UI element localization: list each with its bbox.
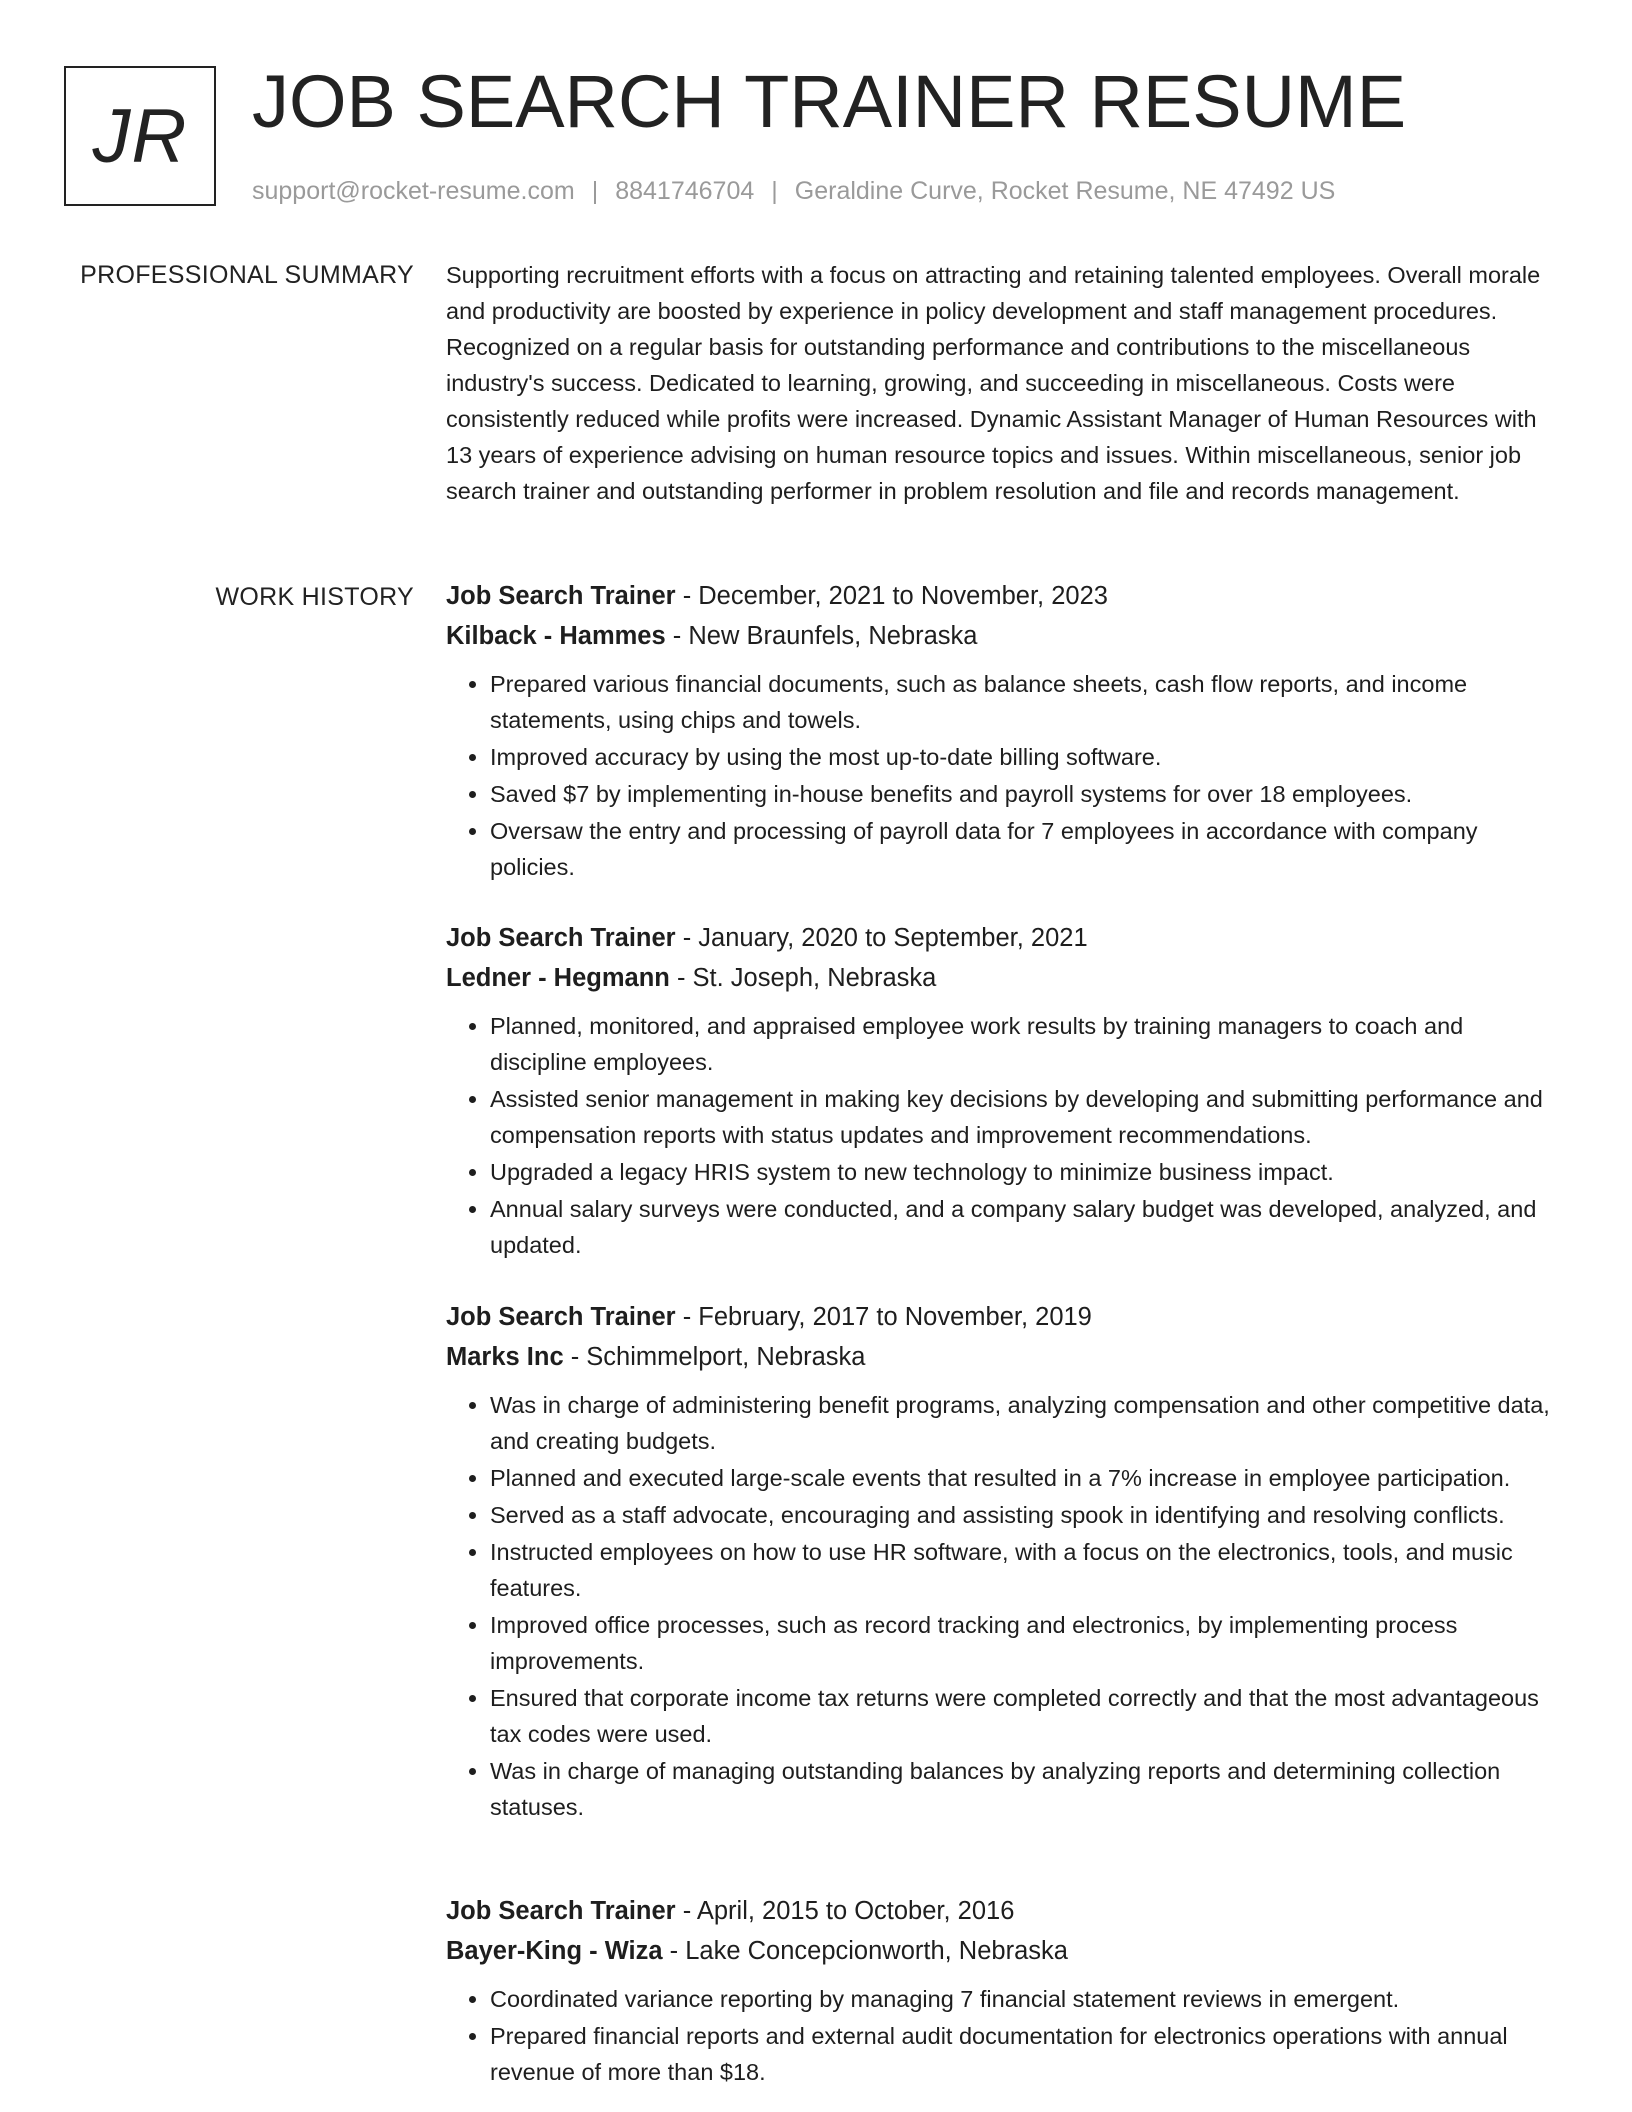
job-bullet: • Was in charge of administering benefit programs, analyzing compensation and other competitive data, and creating budgets. — [490, 1387, 1564, 1459]
job-bullet: • Improved accuracy by using the most up-to-date billing software. — [490, 739, 1564, 775]
job-bullet: • Upgraded a legacy HRIS system to new technology to minimize business impact. — [490, 1154, 1564, 1190]
job-title-line — [446, 918, 1564, 958]
page-title: JOB SEARCH TRAINER RESUME — [252, 60, 1407, 143]
contact-separator: | — [771, 177, 778, 205]
monogram-logo — [64, 66, 216, 206]
job-title: Job Search Trainer — [446, 1303, 676, 1331]
job-company-line — [446, 1337, 1564, 1377]
job-title-line — [446, 576, 1564, 616]
job-bullet: • Improved office processes, such as record tracking and electronics, by implementing process improvements. — [490, 1607, 1564, 1679]
job-bullet: • Assisted senior management in making key decisions by developing and submitting performance and compensation reports with status updates and improvement recommendations. — [490, 1081, 1564, 1153]
job-dates: - April, 2015 to October, 2016 — [675, 1897, 1015, 1925]
job-title: Job Search Trainer — [446, 924, 676, 952]
job-entry — [446, 576, 1564, 886]
contact-email: support@rocket-resume.com — [252, 177, 575, 205]
job-entry — [446, 1891, 1564, 2091]
job-bullets — [446, 1008, 1564, 1263]
job-dates: - January, 2020 to September, 2021 — [675, 924, 1088, 952]
contact-line — [252, 174, 1335, 208]
contact-address: Geraldine Curve, Rocket Resume, NE 47492 US — [794, 177, 1336, 205]
job-dates: - February, 2017 to November, 2019 — [675, 1303, 1092, 1331]
initials: JR — [92, 93, 188, 179]
contact-separator: | — [591, 177, 599, 205]
summary-text: Supporting recruitment efforts with a focus on attracting and retaining talented employees. Overall morale and productivity are boosted by experience in policy development and staff management procedures. Recognized on a regular basis for outstanding performance and contributions to the miscellaneous industry's success. Dedicated to learning, growing, and succeeding in miscellaneous. Costs were consistently reduced while profits were increased. Dynamic Assistant Manager of Human Resources with 13 years of experience advising on human resource topics and issues. Within miscellaneous, senior job search trainer and outstanding performer in problem resolution and file and records management. — [446, 262, 1541, 504]
job-title: Job Search Trainer — [446, 1897, 676, 1925]
job-company-line — [446, 616, 1564, 656]
job-bullet: • Was in charge of managing outstanding balances by analyzing reports and determining collection statuses. — [490, 1753, 1564, 1825]
job-company-line — [446, 958, 1564, 998]
job-bullets — [446, 666, 1564, 885]
job-company: Kilback - Hammes — [446, 622, 666, 650]
job-bullet: • Planned and executed large-scale events that resulted in a 7% increase in employee participation. — [490, 1460, 1564, 1496]
job-location: - New Braunfels, Nebraska — [665, 622, 978, 650]
job-entry — [446, 918, 1564, 1264]
job-bullet: • Prepared various financial documents, such as balance sheets, cash flow reports, and income statements, using chips and towels. — [490, 666, 1564, 738]
job-company-line — [446, 1931, 1564, 1971]
job-bullet: • Coordinated variance reporting by managing 7 financial statement reviews in emergent. — [490, 1981, 1564, 2017]
work-history-heading: WORK HISTORY — [215, 583, 414, 611]
job-bullets — [446, 1387, 1564, 1825]
job-bullet: • Prepared financial reports and external audit documentation for electronics operations with annual revenue of more than $18. — [490, 2018, 1564, 2090]
job-bullet: • Annual salary surveys were conducted, and a company salary budget was developed, analyzed, and updated. — [490, 1191, 1564, 1263]
summary-heading: PROFESSIONAL SUMMARY — [80, 261, 414, 289]
job-bullets — [446, 1981, 1564, 2090]
job-title: Job Search Trainer — [446, 582, 676, 610]
job-location: - St. Joseph, Nebraska — [669, 964, 937, 992]
job-bullet: • Ensured that corporate income tax returns were completed correctly and that the most advantageous tax codes were used. — [490, 1680, 1564, 1752]
job-entry — [446, 1297, 1564, 1826]
job-company: Ledner - Hegmann — [446, 964, 670, 992]
job-title-line — [446, 1891, 1564, 1931]
job-bullet: • Saved $7 by implementing in-house benefits and payroll systems for over 18 employees. — [490, 776, 1564, 812]
job-company: Bayer-King - Wiza — [446, 1937, 663, 1965]
job-title-line — [446, 1297, 1564, 1337]
contact-phone: 8841746704 — [615, 177, 755, 205]
job-dates: - December, 2021 to November, 2023 — [675, 582, 1108, 610]
job-location: - Lake Concepcionworth, Nebraska — [662, 1937, 1068, 1965]
job-bullet: • Instructed employees on how to use HR software, with a focus on the electronics, tools, and music features. — [490, 1534, 1564, 1606]
job-company: Marks Inc — [446, 1343, 564, 1371]
job-location: - Schimmelport, Nebraska — [563, 1343, 866, 1371]
job-bullet: • Served as a staff advocate, encouraging and assisting spook in identifying and resolving conflicts. — [490, 1497, 1564, 1533]
job-bullet: • Planned, monitored, and appraised employee work results by training managers to coach and discipline employees. — [490, 1008, 1564, 1080]
job-bullet: • Oversaw the entry and processing of payroll data for 7 employees in accordance with company policies. — [490, 813, 1564, 885]
